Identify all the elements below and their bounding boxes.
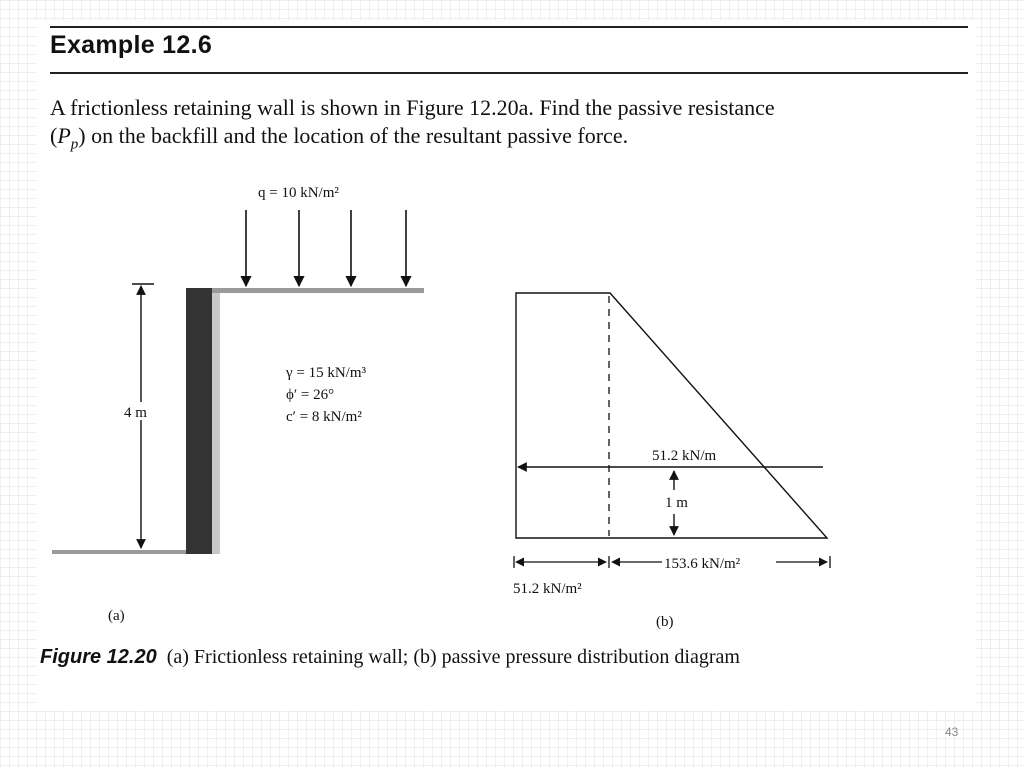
retaining-wall <box>186 288 212 554</box>
lever-arm-label: 1 m <box>665 495 688 511</box>
example-heading: Example 12.6 <box>50 31 213 59</box>
figure-b <box>513 293 830 630</box>
ground-surface <box>52 550 186 554</box>
problem-paren-open: ( <box>50 123 58 148</box>
height-label: 4 m <box>124 405 147 421</box>
figure-a <box>52 185 424 624</box>
figure-caption-text: (a) Frictionless retaining wall; (b) passive pressure distribution diagram <box>166 646 740 668</box>
passive-force-subscript: p <box>70 136 79 153</box>
friction-angle-label: ϕ′ = 26° <box>286 387 335 403</box>
wall-soil-edge <box>212 293 220 554</box>
figure-caption <box>40 646 740 669</box>
panel-b-label: (b) <box>656 614 674 630</box>
problem-line-1: A frictionless retaining wall is shown in Figure 12.20a. Find the passive resistance <box>50 95 775 120</box>
figure-number: Figure 12.20 <box>40 646 157 668</box>
page-number: 43 <box>945 725 959 739</box>
surcharge-arrows <box>246 210 406 286</box>
resultant-force-label: 51.2 kN/m <box>652 448 717 464</box>
problem-line-2-text: ) on the backfill and the location of the resultant passive force. <box>78 123 629 148</box>
cohesion-label: c′ = 8 kN/m² <box>286 409 362 425</box>
passive-force-symbol: P <box>57 123 71 148</box>
backfill-surface <box>212 288 424 293</box>
surcharge-label: q = 10 kN/m² <box>258 185 339 201</box>
panel-a-label: (a) <box>108 608 125 624</box>
base-right-pressure-label: 153.6 kN/m² <box>664 556 741 572</box>
unit-weight-label: γ = 15 kN/m³ <box>286 365 367 381</box>
base-left-pressure-label: 51.2 kN/m² <box>513 581 582 597</box>
